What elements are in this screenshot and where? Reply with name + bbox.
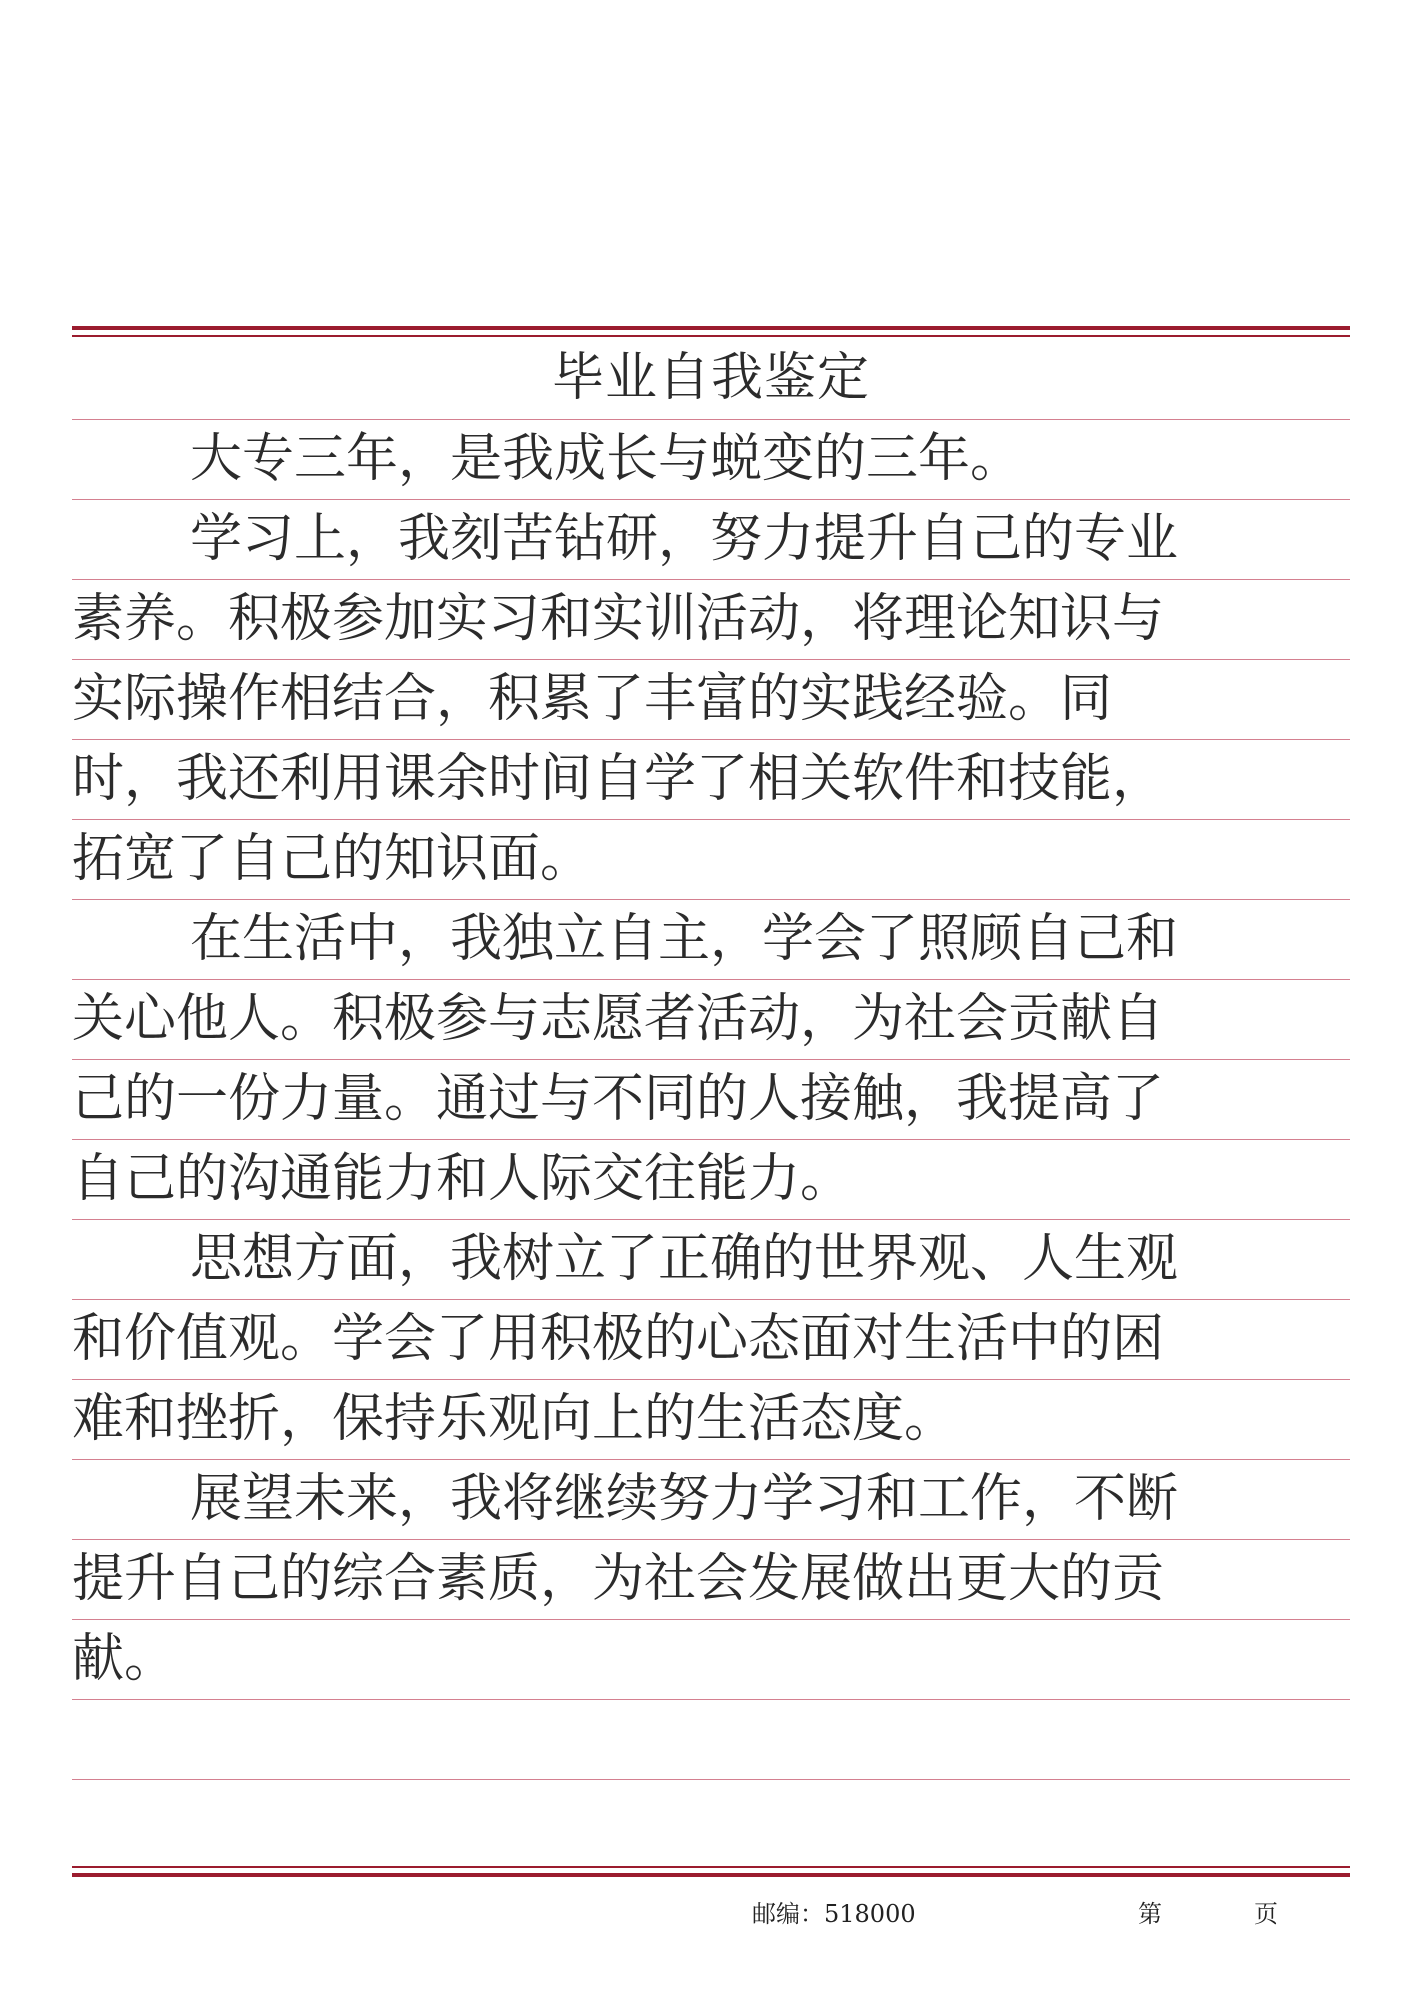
text-line: 拓宽了自己的知识面。 (72, 829, 593, 889)
top-rule-thick (72, 326, 1350, 330)
text-line: 学习上，我刻苦钻研，努力提升自己的专业 (190, 509, 1179, 569)
text-line: 关心他人。积极参与志愿者活动，为社会贡献自 (72, 989, 1165, 1049)
text-line: 献。 (72, 1629, 177, 1689)
text-line: 大专三年，是我成长与蜕变的三年。 (190, 429, 1023, 489)
ruled-line (72, 1379, 1350, 1380)
text-line: 自己的沟通能力和人际交往能力。 (72, 1149, 853, 1209)
text-line: 时，我还利用课余时间自学了相关软件和技能， (72, 749, 1165, 809)
footer-page-suffix: 页 (1254, 1900, 1278, 1928)
text-line: 思想方面，我树立了正确的世界观、人生观 (190, 1229, 1179, 1289)
ruled-line (72, 1699, 1350, 1700)
ruled-line (72, 979, 1350, 980)
ruled-line (72, 1299, 1350, 1300)
page-title: 毕业自我鉴定 (551, 348, 870, 408)
text-line: 素养。积极参加实习和实训活动，将理论知识与 (72, 589, 1165, 649)
ruled-line (72, 1219, 1350, 1220)
ruled-line (72, 739, 1350, 740)
ruled-line (72, 499, 1350, 500)
text-line: 在生活中，我独立自主，学会了照顾自己和 (190, 909, 1179, 969)
ruled-line (72, 1779, 1350, 1780)
ruled-line (72, 899, 1350, 900)
ruled-line (72, 1619, 1350, 1620)
text-line: 提升自己的综合素质，为社会发展做出更大的贡 (72, 1549, 1165, 1609)
top-rule-thin (72, 335, 1350, 337)
footer-page-prefix: 第 (1138, 1900, 1162, 1928)
ruled-line (72, 1139, 1350, 1140)
text-line: 难和挫折，保持乐观向上的生活态度。 (72, 1389, 957, 1449)
footer-postcode: 邮编：518000 (752, 1900, 916, 1928)
ruled-line (72, 419, 1350, 420)
text-line: 展望未来，我将继续努力学习和工作，不断 (190, 1469, 1179, 1529)
text-line: 己的一份力量。通过与不同的人接触，我提高了 (72, 1069, 1165, 1129)
ruled-line (72, 1059, 1350, 1060)
bottom-rule-thick (72, 1873, 1350, 1877)
ruled-line (72, 1539, 1350, 1540)
ruled-line (72, 659, 1350, 660)
text-line: 实际操作相结合，积累了丰富的实践经验。同 (72, 669, 1113, 729)
ruled-line (72, 579, 1350, 580)
text-line: 和价值观。学会了用积极的心态面对生活中的困 (72, 1309, 1165, 1369)
bottom-rule-thin (72, 1866, 1350, 1868)
ruled-line (72, 819, 1350, 820)
ruled-line (72, 1459, 1350, 1460)
